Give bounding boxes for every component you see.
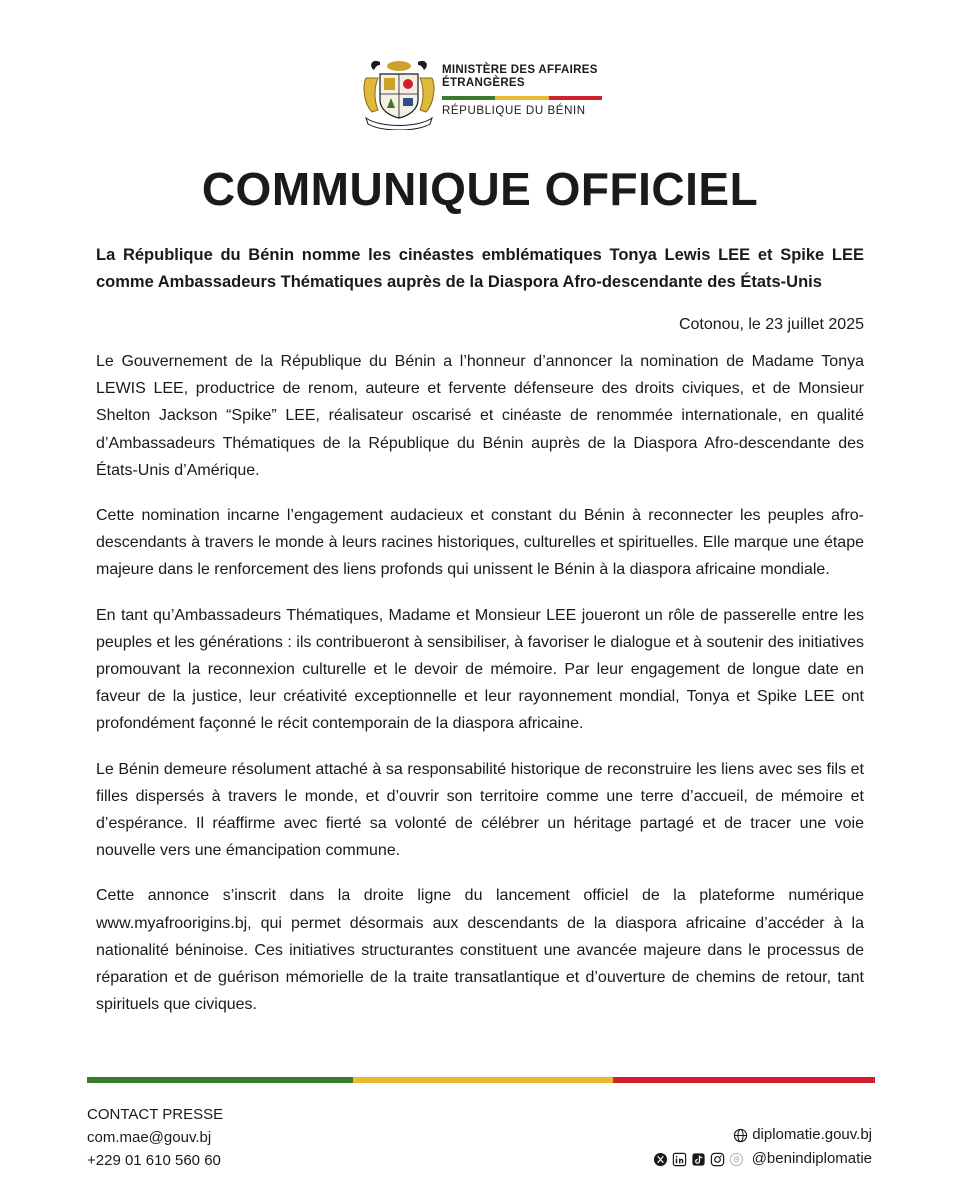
threads-icon[interactable] [729, 1152, 744, 1167]
paragraph: Cette nomination incarne l’engagement audacieux et constant du Bénin à reconnecter les peuples afro-descendants à travers le monde à leurs racines historiques, culturelles et spirituelles. Elle marque une étape majeure dans le renforcement des liens profonds qui unissent le Bénin à la diaspora africaine mondiale. [96, 507, 864, 579]
press-contact [87, 1103, 223, 1172]
dateline: Cotonou, le 23 juillet 2025 [678, 316, 864, 333]
contact-email[interactable]: com.mae@gouv.bj [87, 1129, 212, 1146]
x-icon[interactable] [653, 1152, 668, 1167]
republic-name: RÉPUBLIQUE DU BÉNIN [442, 105, 586, 117]
website-link[interactable]: diplomatie.gouv.bj [752, 1126, 872, 1143]
ministry-name-line2: ÉTRANGÈRES [442, 77, 525, 89]
header [360, 56, 602, 130]
tiktok-icon[interactable] [691, 1152, 706, 1167]
contact-heading: CONTACT PRESSE [87, 1106, 224, 1123]
paragraph: En tant qu’Ambassadeurs Thématiques, Madame et Monsieur LEE joueront un rôle de passerelle entre les peuples et les générations : ils contribueront à sensibiliser, à favoriser le dialogue et à soutenir des initiatives promouvant la reconnexion culturelle et le devoir de mémoire. Par leur engagement de longue date en faveur de la justice, leur créativité exceptionnelle et leur rayonnement mondial, Tonya et Spike LEE ont profondément façonné le récit contemporain de la diaspora africaine. [96, 606, 864, 733]
ministry-name-line1: MINISTÈRE DES AFFAIRES [442, 64, 598, 76]
globe-icon [733, 1128, 748, 1143]
paragraph: Cette annonce s’inscrit dans la droite ligne du lancement officiel de la plateforme numérique www.myafroorigins.bj, qui permet désormais aux descendants de la diaspora africaine d’accéder à la nationalité béninoise. Ces initiatives structurantes constituent une avancée majeure dans le processus de réparation et de guérison mémorielle de la traite transatlantique et d’ouverture de chemins de retour, tant spirituels que civiques. [96, 887, 864, 1014]
headline: La République du Bénin nomme les cinéastes emblématiques Tonya Lewis LEE et Spike LEE comme Ambassadeurs Thématiques auprès de la Diaspora Afro-descendante des États-Unis [96, 246, 864, 291]
contact-phone[interactable]: +229 01 610 560 60 [87, 1152, 221, 1169]
website-row[interactable] [653, 1123, 872, 1147]
ministry-block [442, 56, 602, 117]
social-row [653, 1147, 872, 1171]
social-links [653, 1123, 872, 1171]
linkedin-icon[interactable] [672, 1152, 687, 1167]
paragraph: Le Gouvernement de la République du Bénin a l’honneur d’annoncer la nomination de Madame Tonya LEWIS LEE, productrice de renom, auteure et fervente défenseure des droits civiques, et de Monsieur Shelton Jackson “Spike” LEE, réalisateur oscarisé et cinéaste de renommée internationale, en qualité d’Ambassadeurs Thématiques de la République du Bénin auprès de la Diaspora Afro-descendante des États-Unis d’Amérique. [96, 353, 864, 479]
social-handle[interactable]: @benindiplomatie [751, 1150, 872, 1167]
ministry-flag-bar [442, 96, 602, 100]
flag-divider [87, 1077, 875, 1083]
body-text [96, 348, 864, 1036]
paragraph: Le Bénin demeure résolument attaché à sa responsabilité historique de reconstruire les liens avec ses fils et filles dispersés à travers le monde, et d’ouvrir son territoire comme une terre d’accueil, de mémoire et d’espérance. Il réaffirme avec fierté sa volonté de célébrer un héritage partagé et de tracer une voie nouvelle vers une émancipation commune. [96, 760, 864, 860]
coat-of-arms-icon [360, 56, 438, 130]
instagram-icon[interactable] [710, 1152, 725, 1167]
page-title: COMMUNIQUE OFFICIEL [201, 163, 759, 215]
